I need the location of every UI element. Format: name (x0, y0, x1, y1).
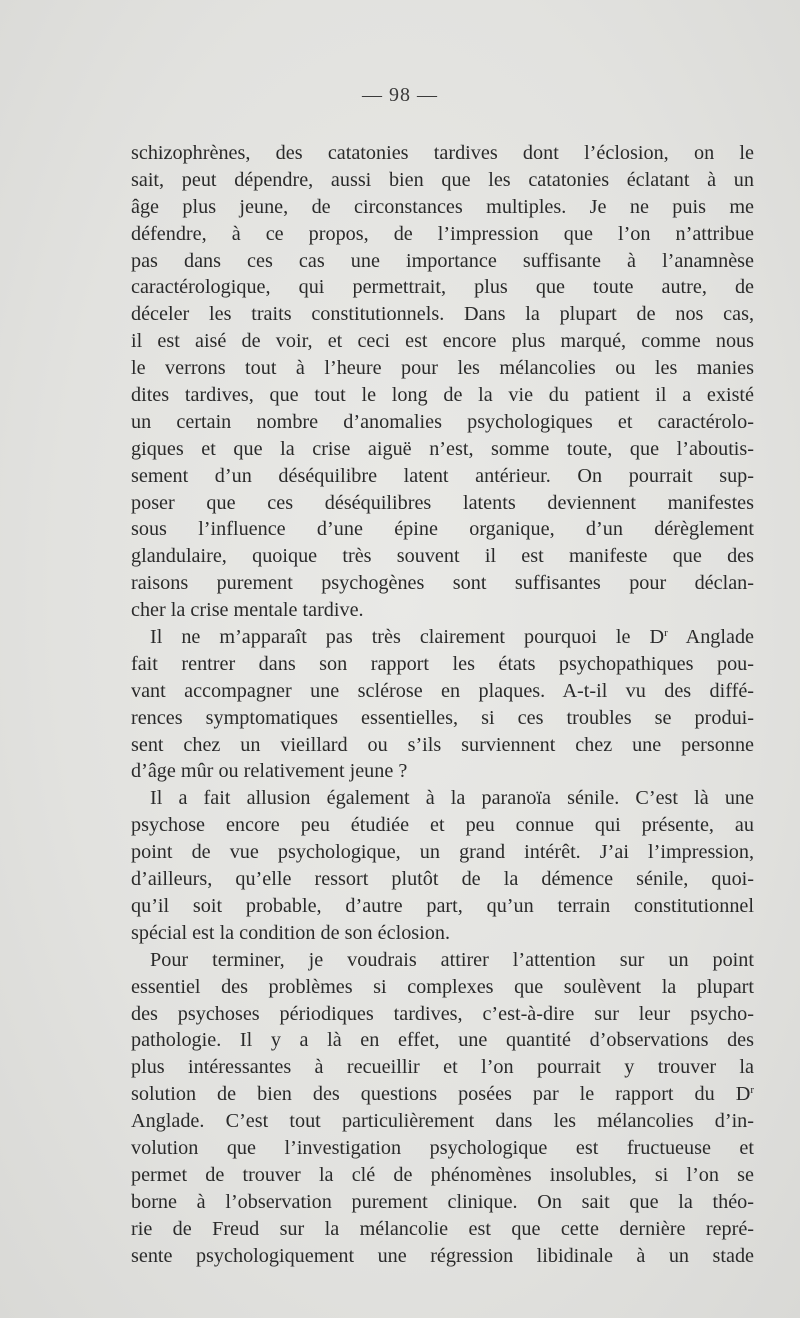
text-line: essentiel des problèmes si complexes que soulèvent la plupart (131, 975, 754, 998)
text-line: spécial est la condition de son éclosion. (131, 921, 450, 944)
text-line: vant accompagner une sclérose en plaques. A-t-il vu des diffé- (131, 679, 754, 702)
text-line: fait rentrer dans son rapport les états psychopathiques pou- (131, 652, 754, 675)
text-line: plus intéressantes à recueillir et l’on pourrait y trouver la (131, 1056, 754, 1079)
text-line: d’ailleurs, qu’elle ressort plutôt de la démence sénile, quoi- (131, 868, 754, 891)
page-number: — 98 — (362, 84, 438, 106)
text-line: caractérologique, qui permettrait, plus que toute autre, de (131, 276, 754, 299)
text-line: schizophrènes, des catatonies tardives dont l’éclosion, on le (131, 142, 754, 164)
text-fragment: solution de bien des questions posées par le rapport du D (131, 1083, 751, 1106)
text-line: sous l’influence d’une épine organique, d’un dérèglement (131, 518, 754, 541)
text-line: psychose encore peu étudiée et peu connue qui présente, au (131, 814, 754, 837)
text-line: sente psychologiquement une régression libidinale à un stade (131, 1244, 754, 1267)
text-line: sait, peut dépendre, aussi bien que les catatonies éclatant à un (131, 168, 754, 191)
text-line: défendre, à ce propos, de l’impression que l’on n’attribue (131, 222, 754, 245)
text-line: qu’il soit probable, d’autre part, qu’un terrain constitutionnel (131, 894, 754, 917)
text-line: Pour terminer, je voudrais attirer l’attention sur un point (150, 948, 754, 971)
text-fragment: Il ne m’apparaît pas très clairement pourquoi le D (150, 626, 665, 649)
text-line: pas dans ces cas une importance suffisante à l’anamnèse (131, 249, 754, 272)
text-line: d’âge mûr ou relativement jeune ? (131, 760, 408, 783)
superscript: r (750, 1084, 754, 1097)
text-line: sent chez un vieillard ou s’ils surviennent chez une personne (131, 733, 754, 756)
text-line: cher la crise mentale tardive. (131, 599, 364, 622)
text-line: point de vue psychologique, un grand intérêt. J’ai l’impression, (131, 841, 754, 864)
body-text (131, 140, 754, 1269)
text-fragment: Anglade (667, 626, 754, 649)
text-line: rie de Freud sur la mélancolie est que cette dernière repré- (131, 1217, 754, 1240)
text-line: raisons purement psychogènes sont suffisantes pour déclan- (131, 572, 754, 595)
text-line: giques et que la crise aiguë n’est, somme toute, que l’aboutis- (131, 437, 754, 460)
text-line: des psychoses périodiques tardives, c’est-à-dire sur leur psycho- (131, 1002, 754, 1025)
text-line: Anglade. C’est tout particulièrement dans les mélancolies d’in- (131, 1110, 754, 1133)
text-line: poser que ces déséquilibres latents deviennent manifestes (131, 491, 754, 514)
superscript: r (664, 627, 668, 640)
text-line: rences symptomatiques essentielles, si ces troubles se produi- (131, 706, 754, 729)
text-line: glandulaire, quoique très souvent il est manifeste que des (131, 545, 754, 568)
text-line: dites tardives, que tout le long de la vie du patient il a existé (131, 384, 754, 407)
text-line: borne à l’observation purement clinique. On sait que la théo- (131, 1190, 754, 1213)
text-line: un certain nombre d’anomalies psychologiques et caractérolo- (131, 410, 754, 433)
text-line: déceler les traits constitutionnels. Dans la plupart de nos cas, (131, 303, 754, 326)
text-line: volution que l’investigation psychologique est fructueuse et (131, 1136, 754, 1159)
text-line: permet de trouver la clé de phénomènes insolubles, si l’on se (131, 1163, 754, 1186)
text-line: âge plus jeune, de circonstances multiples. Je ne puis me (131, 195, 754, 218)
text-line: pathologie. Il y a là en effet, une quantité d’observations des (131, 1029, 754, 1052)
text-line: il est aisé de voir, et ceci est encore plus marqué, comme nous (131, 330, 754, 353)
text-line: sement d’un déséquilibre latent antérieur. On pourrait sup- (131, 464, 754, 487)
text-line: le verrons tout à l’heure pour les mélancolies ou les manies (131, 357, 754, 380)
text-line (131, 624, 754, 651)
text-line (131, 1081, 754, 1108)
text-line: Il a fait allusion également à la paranoïa sénile. C’est là une (150, 787, 754, 810)
